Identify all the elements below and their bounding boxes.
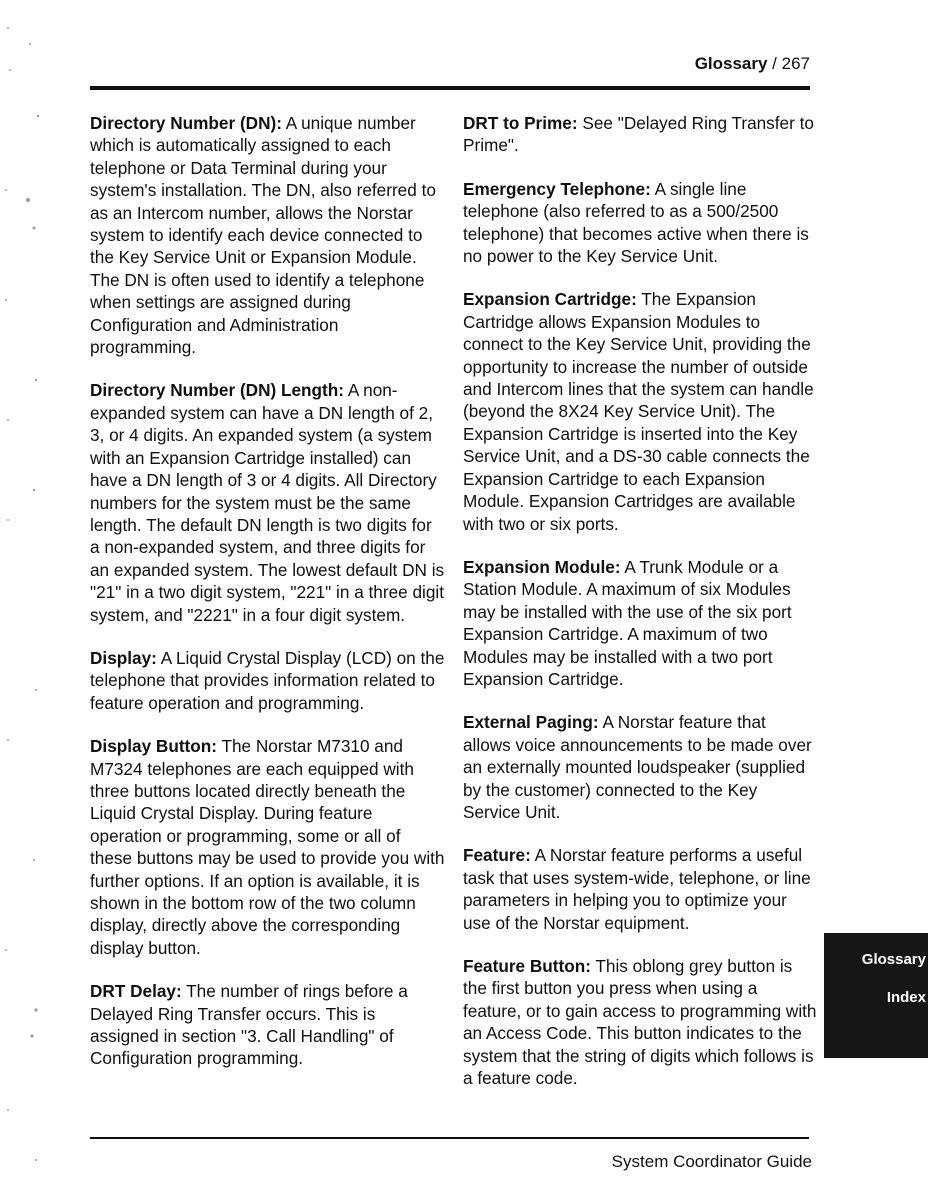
header-section-title: Glossary <box>694 54 768 73</box>
glossary-definition: A Norstar feature that allows voice announcements to be made over an externally mounted loudspeaker (supplied by the customer) connected to the Key Service Unit. <box>463 712 812 822</box>
tab-glossary[interactable]: Glossary <box>861 951 926 968</box>
scan-edge-speckle <box>0 0 60 1180</box>
glossary-term: External Paging: <box>463 712 599 733</box>
glossary-entry <box>90 980 445 1070</box>
glossary-definition: A non-expanded system can have a DN length of 2, 3, or 4 digits. An expanded system (a system with an Expansion Cartridge installed) can have a DN length of 3 or 4 digits. All Directory numbers for the system must be the same length. The default DN length is two digits for a non-expanded system, and three digits for an expanded system. The lowest default DN is "21" in a two digit system, "221" in a three digit system, and "2221" in a four digit system. <box>90 380 445 625</box>
page-header <box>695 54 810 74</box>
glossary-entry <box>90 735 445 959</box>
glossary-term: DRT Delay: <box>90 981 182 1002</box>
footer-title: System Coordinator Guide <box>611 1152 812 1171</box>
left-column <box>90 112 445 1091</box>
glossary-definition: The Expansion Cartridge allows Expansion Modules to connect to the Key Service Unit, providing the opportunity to increase the number of outside and Intercom lines that the system can handle (beyond the 8X24 Key Service Unit). The Expansion Cartridge is inserted into the Key Service Unit, and a DS-30 cable connects the Expansion Cartridge to each Expansion Module. Expansion Cartridges are available with two or six ports. <box>463 289 814 534</box>
glossary-definition: A Norstar feature performs a useful task that uses system-wide, telephone, or line parameters in helping you to optimize your use of the Norstar equipment. <box>463 845 811 933</box>
page-number: 267 <box>781 54 810 73</box>
glossary-definition: A Liquid Crystal Display (LCD) on the telephone that provides information related to feature operation and programming. <box>90 647 445 713</box>
header-rule <box>90 86 810 90</box>
glossary-term: Directory Number (DN): <box>90 113 282 133</box>
tab-index[interactable]: Index <box>886 989 926 1006</box>
glossary-term: Display Button: <box>90 736 217 757</box>
header-separator: / <box>767 54 782 73</box>
thumb-index-tab <box>824 933 928 1058</box>
glossary-definition: The Norstar M7310 and M7324 telephones are each equipped with three buttons located directly beneath the Liquid Crystal Display. During feature operation or programming, some or all of these buttons may be used to provide you with further options. If an option is available, it is shown in the bottom row of the two column display, directly above the corresponding display button. <box>90 736 445 958</box>
glossary-term: Expansion Module: <box>463 556 621 577</box>
glossary-entry <box>90 379 445 625</box>
right-column <box>463 112 818 1110</box>
glossary-entry <box>463 112 818 157</box>
glossary-definition: A unique number which is automatically assigned to each telephone or Data Terminal during your system's installation. The DN, also referred to as an Intercom number, allows the Norstar system to identify each device connected to the Key Service Unit or Expansion Module. The DN is often used to identify a telephone when settings are assigned during Configuration and Administration programming. <box>90 113 436 358</box>
glossary-entry <box>463 178 818 268</box>
glossary-entry <box>463 955 818 1089</box>
glossary-term: Expansion Cartridge: <box>463 289 637 310</box>
glossary-entry <box>463 288 818 534</box>
glossary-term: Display: <box>90 647 157 668</box>
glossary-entry <box>463 556 818 690</box>
glossary-definition: A single line telephone (also referred to as a 500/2500 telephone) that becomes active when there is no power to the Key Service Unit. <box>463 178 809 267</box>
glossary-definition: This oblong grey button is the first button you press when using a feature, or to gain access to programming with an Access Code. This button indicates to the system that the string of digits which follows is a feature code. <box>463 956 817 1089</box>
glossary-term: DRT to Prime: <box>463 113 578 133</box>
glossary-definition: See "Delayed Ring Transfer to Prime". <box>463 113 814 156</box>
glossary-term: Feature Button: <box>463 956 591 976</box>
glossary-definition: A Trunk Module or a Station Module. A maximum of six Modules may be installed with the use of the six port Expansion Cartridge. A maximum of two Modules may be installed with a two port Expansion Cartridge. <box>463 556 792 689</box>
glossary-entry <box>90 647 445 714</box>
scan-speckle-graphic <box>0 0 60 1180</box>
glossary-term: Feature: <box>463 845 531 866</box>
glossary-entry <box>90 112 445 358</box>
glossary-definition: The number of rings before a Delayed Ring Transfer occurs. This is assigned in section "3. Call Handling" of Configuration programming. <box>90 981 408 1069</box>
glossary-term: Directory Number (DN) Length: <box>90 380 345 401</box>
glossary-entry <box>463 711 818 823</box>
glossary-entry <box>463 844 818 934</box>
footer-rule <box>90 1137 809 1139</box>
glossary-term: Emergency Telephone: <box>463 178 651 199</box>
